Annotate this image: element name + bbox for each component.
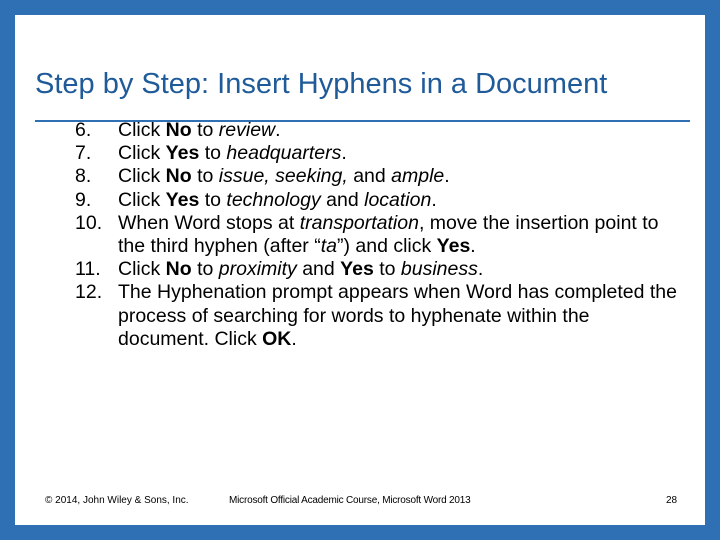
step-item [15, 212, 705, 258]
steps-list [15, 119, 705, 351]
step-text-run: to [191, 165, 219, 188]
step-word: ample [391, 165, 445, 188]
step-word: review [218, 119, 276, 141]
step-text [118, 119, 678, 142]
step-text-run: . [431, 188, 437, 211]
step-command: Yes [436, 235, 471, 258]
step-word: ta [320, 235, 337, 258]
step-text [118, 212, 678, 258]
step-text [118, 189, 678, 212]
step-number: 11. [75, 258, 101, 281]
step-text-run: and [296, 258, 341, 281]
step-text-run: . [291, 327, 297, 350]
step-text [118, 142, 678, 165]
step-word: business [400, 258, 478, 281]
step-item [15, 189, 705, 212]
step-text-run: to [191, 258, 219, 281]
step-number: 7. [75, 142, 92, 165]
step-text-run: . [444, 165, 450, 188]
step-text-run: When Word stops at [118, 211, 300, 234]
step-item [15, 142, 705, 165]
step-command: No [165, 119, 192, 141]
step-word: location [364, 188, 432, 211]
step-text-run: Click [118, 258, 166, 281]
footer-copyright: © 2014, John Wiley & Sons, Inc. [45, 495, 189, 506]
step-text [118, 165, 678, 188]
step-text-run: , move the insertion point to the third hyphen (after “ [118, 211, 659, 258]
step-item [15, 165, 705, 188]
step-command: OK [262, 327, 292, 350]
step-command: No [165, 258, 192, 281]
step-item [15, 281, 705, 351]
step-text-run: and [347, 165, 392, 188]
step-item [15, 119, 705, 142]
step-number: 10. [75, 211, 103, 234]
step-item [15, 258, 705, 281]
step-text-run: . [477, 258, 484, 281]
step-text [118, 258, 678, 281]
step-text-run: Click [118, 188, 166, 211]
step-word: issue, seeking, [218, 165, 348, 188]
step-text-run: to [373, 258, 401, 281]
step-word: technology [226, 188, 321, 211]
step-text-run: and [320, 188, 365, 211]
step-text-run: . [275, 119, 281, 141]
step-text [118, 281, 678, 351]
step-text-run: to [199, 188, 227, 211]
step-command: Yes [340, 258, 374, 281]
step-word: headquarters [226, 142, 342, 165]
step-number: 6. [75, 119, 92, 141]
footer-course: Microsoft Official Academic Course, Microsoft Word 2013 [229, 495, 471, 506]
step-text-run: . [341, 142, 347, 165]
step-command: Yes [165, 188, 200, 211]
step-text-run: ”) and click [336, 235, 437, 258]
step-command: Yes [165, 142, 200, 165]
step-text-run: to [191, 119, 219, 141]
step-text-run: Click [118, 119, 166, 141]
page-number: 28 [666, 495, 678, 506]
step-text-run: Click [118, 165, 166, 188]
step-number: 8. [75, 165, 92, 188]
step-number: 9. [75, 188, 92, 211]
step-word: proximity [218, 258, 297, 281]
step-text-run: to [199, 142, 227, 165]
step-number: 12. [75, 281, 103, 304]
step-text-run: The Hyphenation prompt appears when Word has completed the process of searching for words to hyphenate within the document. Click [118, 281, 677, 350]
slide [15, 15, 705, 525]
slide-title: Step by Step: Insert Hyphens in a Document [35, 68, 608, 100]
step-text-run: . [470, 235, 476, 258]
step-command: No [165, 165, 192, 188]
step-text-run: Click [118, 142, 166, 165]
step-word: transportation [299, 211, 419, 234]
